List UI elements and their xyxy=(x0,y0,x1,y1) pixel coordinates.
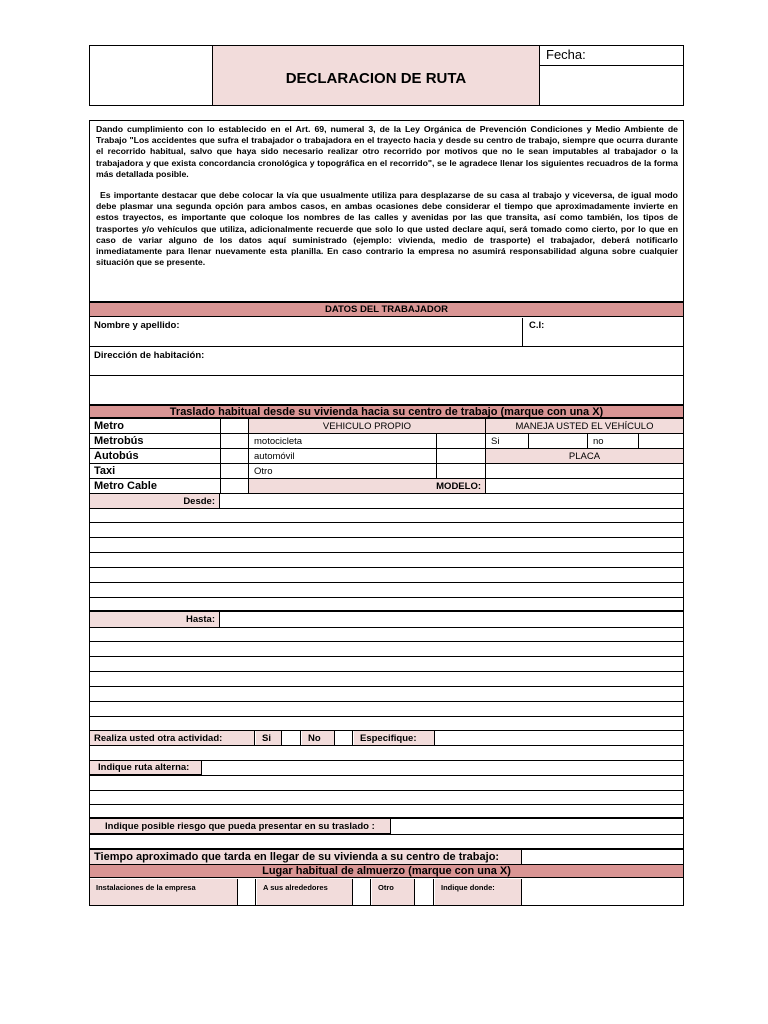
mode-metrobus: Metrobús xyxy=(94,435,144,447)
model-field[interactable] xyxy=(486,479,683,493)
mode-taxi: Taxi xyxy=(94,465,116,477)
risk-label: Indique posible riesgo que pueda presentar en su traslado : xyxy=(90,819,391,834)
transport-section-title: Traslado habitual desde su vivienda hacia su centro de trabajo (marque con una X) xyxy=(90,406,683,418)
other-activity-yes-label: Si xyxy=(256,731,282,745)
from-route-field[interactable] xyxy=(221,494,683,508)
to-label: Hasta: xyxy=(90,612,220,627)
name-field[interactable] xyxy=(90,318,522,346)
time-label: Tiempo aproximado que tarda en llegar de su vivienda a su centro de trabajo: xyxy=(90,850,522,864)
alternate-route-label: Indique ruta alterna: xyxy=(90,761,202,775)
lunch-other-checkbox[interactable] xyxy=(416,879,434,905)
lunch-company-checkbox[interactable] xyxy=(239,879,256,905)
ci-label: C.I: xyxy=(529,319,545,331)
time-field[interactable] xyxy=(523,850,683,864)
mode-checkbox[interactable] xyxy=(221,479,248,493)
other-activity-no-checkbox[interactable] xyxy=(336,731,353,745)
worker-section-title: DATOS DEL TRABAJADOR xyxy=(90,303,683,317)
ci-field[interactable] xyxy=(523,318,683,346)
alternate-route-lines[interactable] xyxy=(90,776,683,817)
intro-paragraph-2: Es importante destacar que debe colocar la vía que usualmente utiliza para desplazarse de su casa al trabajo y viceversa, de igual modo debe plasmar una segunda opción para ambos casos, en ambas ocasiones debe considerar el tiempo que aproximadamente invierte en estos trayectos, es importante que coloque los nombres de las calles y avenidas por las que transita, así como también, los tipos de trasportes y/o vehículos que utiliza, adicionalmente recuerde que solo lo que usted declare aquí, será tomado como cierto, por lo que en caso de variar alguno de los datos aquí suministrado (ejemplo: vivienda, medio de trasporte) el trabajador, deberá notificarlo inmediatamente para llenar nuevamente esta planilla. En caso contrario la empresa no asumirá responsabilidad alguna sobre cualquier situación que se presente. xyxy=(96,190,678,268)
fecha-input[interactable] xyxy=(540,65,683,105)
own-vehicle-title: VEHICULO PROPIO xyxy=(249,419,485,433)
vehicle-checkbox[interactable] xyxy=(437,464,485,478)
risk-line[interactable] xyxy=(90,835,683,848)
lunch-option-other: Otro xyxy=(372,879,415,905)
mode-checkbox[interactable] xyxy=(221,464,248,478)
other-activity-no-label: No xyxy=(302,731,335,745)
other-activity-yes-checkbox[interactable] xyxy=(283,731,301,745)
lunch-where-label: Indique donde: xyxy=(435,879,522,905)
plate-label: PLACA xyxy=(486,449,683,463)
drives-vehicle-title: MANEJA USTED EL VEHÍCULO xyxy=(486,419,683,433)
from-route-lines[interactable] xyxy=(90,509,683,610)
intro-text-box xyxy=(89,120,684,302)
vehicle-otro: Otro xyxy=(254,465,273,477)
drives-no-label: no xyxy=(593,435,604,447)
other-activity-label: Realiza usted otra actividad: xyxy=(90,731,255,745)
vehicle-checkbox[interactable] xyxy=(437,434,485,448)
specify-field[interactable] xyxy=(436,731,683,745)
lunch-section-title: Lugar habitual de almuerzo (marque con una X) xyxy=(90,865,683,878)
lunch-where-field[interactable] xyxy=(523,879,683,905)
lunch-option-surroundings: A sus alrededores xyxy=(257,879,353,905)
risk-field[interactable] xyxy=(392,819,683,834)
drives-yes-label: Si xyxy=(491,435,500,447)
lunch-surroundings-checkbox[interactable] xyxy=(354,879,371,905)
model-label: MODELO: xyxy=(249,479,485,493)
vehicle-automovil: automóvil xyxy=(254,450,295,462)
vehicle-checkbox[interactable] xyxy=(437,449,485,463)
lunch-option-company: Instalaciones de la empresa xyxy=(90,879,238,905)
page-title: DECLARACION DE RUTA xyxy=(285,70,467,87)
mode-metro-cable: Metro Cable xyxy=(94,480,157,492)
drives-yes-checkbox[interactable] xyxy=(529,434,587,448)
fecha-label: Fecha: xyxy=(546,47,586,62)
intro-paragraph-1: Dando cumplimiento con lo establecido en el Art. 69, numeral 3, de la Ley Orgánica de Prevención Condiciones y Medio Ambiente de Trabajo "Los accidentes que sufra el trabajador o trabajadora en el trayecto hacia y desde su centro de trabajo, siempre que ocurra durante el recorrido habitual, salvo que haya sido necesario realizar otro recorrido por motivos que no le sean imputables al trabajador o la trabajadora y que exista concordancia cronológica y topográfica en el recorrido", se le agradece llenar los siguientes recuadros de la forma más detallada posible. xyxy=(96,124,678,179)
plate-field[interactable] xyxy=(486,464,683,478)
drives-no-checkbox[interactable] xyxy=(639,434,683,448)
mode-checkbox[interactable] xyxy=(221,434,248,448)
mode-checkbox[interactable] xyxy=(221,419,248,433)
address-label: Dirección de habitación: xyxy=(94,349,205,361)
specify-label: Especifique: xyxy=(354,731,435,745)
mode-metro: Metro xyxy=(94,420,124,432)
title-cell xyxy=(212,46,540,105)
to-route-field[interactable] xyxy=(221,612,683,627)
from-label: Desde: xyxy=(90,494,220,508)
name-label: Nombre y apellido: xyxy=(94,319,180,331)
mode-checkbox[interactable] xyxy=(221,449,248,463)
mode-autobus: Autobús xyxy=(94,450,139,462)
alternate-route-field[interactable] xyxy=(203,761,683,775)
vehicle-motocicleta: motocicleta xyxy=(254,435,303,447)
to-route-lines[interactable] xyxy=(90,628,683,730)
